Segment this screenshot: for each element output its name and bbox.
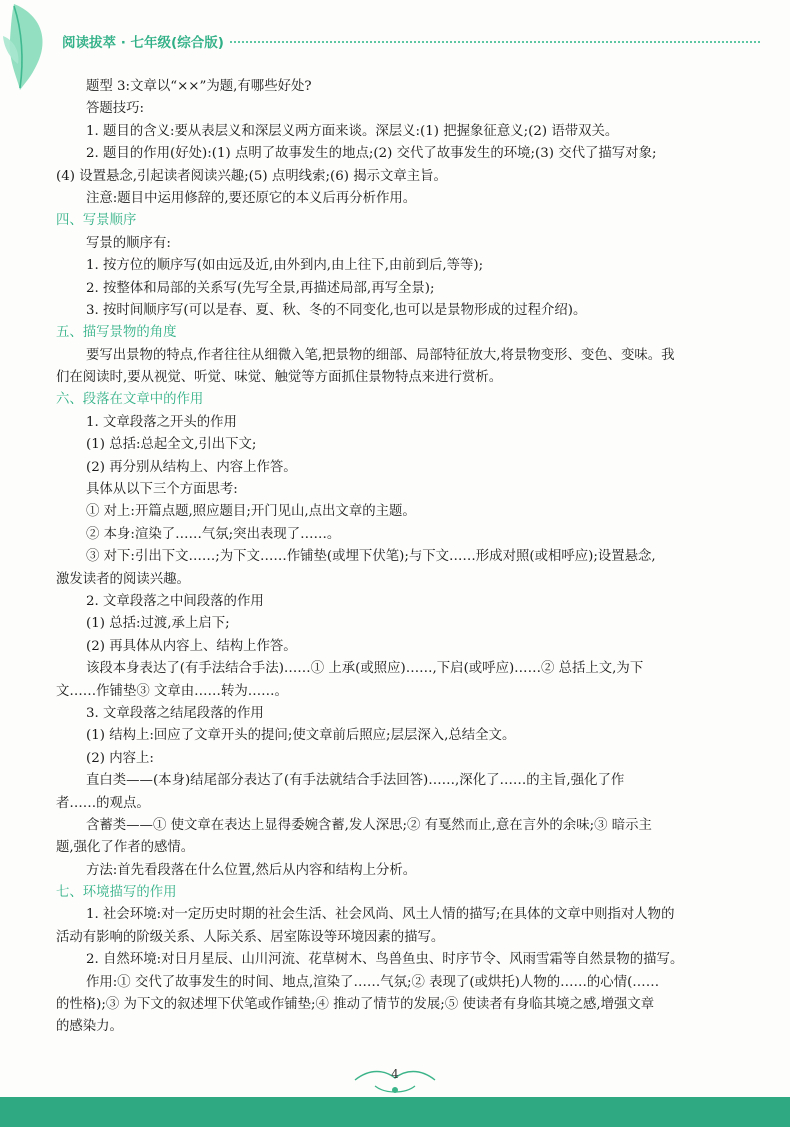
text-line: (2) 再分别从结构上、内容上作答。 (86, 459, 297, 475)
header-dotted-rule (230, 41, 760, 43)
text-line: (4) 设置悬念,引起读者阅读兴趣;(5) 点明线索;(6) 揭示文章主旨。 (56, 168, 447, 184)
text-line: (1) 总括:过渡,承上启下; (86, 616, 230, 632)
text-line: (2) 内容上: (86, 750, 154, 766)
section-heading (56, 210, 762, 232)
text-line: ② 本身:渲染了……气氛;突出表现了……。 (86, 526, 341, 542)
section-heading-text: 六、段落在文章中的作用 (56, 392, 204, 408)
text-line: (2) 再具体从内容上、结构上作答。 (86, 638, 297, 654)
section-heading (56, 882, 762, 904)
leaf-logo-icon (0, 0, 58, 92)
book-title: 阅读拔萃 · 七年级(综合版) (62, 35, 224, 51)
section-heading-text: 四、写景顺序 (56, 213, 137, 229)
text-line: 该段本身表达了(有手法结合手法)……① 上承(或照应)……,下启(或呼应)……② 总括上文,为下 (86, 661, 644, 677)
text-line: 作用:① 交代了故事发生的时间、地点,渲染了……气氛;② 表现了(或烘托)人物的……的心情(…… (86, 974, 660, 990)
section-heading (56, 389, 762, 411)
page-body (56, 76, 762, 1039)
text-line: 2. 题目的作用(好处):(1) 点明了故事发生的地点;(2) 交代了故事发生的环境;(3) 交代了描写对象; (86, 146, 657, 162)
text-line: 3. 文章段落之结尾段落的作用 (86, 705, 264, 721)
text-line: (1) 结构上:回应了文章开头的提问;使文章前后照应;层层深入,总结全文。 (86, 728, 516, 744)
text-line: 1. 按方位的顺序写(如由远及近,由外到内,由上往下,由前到后,等等); (86, 258, 484, 274)
text-line: 要写出景物的特点,作者往往从细微入笔,把景物的细部、局部特征放大,将景物变形、变色、变味。我 (86, 347, 675, 363)
text-line: ③ 对下:引出下文……;为下文……作铺垫(或埋下伏笔);与下文……形成对照(或相呼应);设置悬念, (86, 549, 656, 565)
text-line: 注意:题目中运用修辞的,要还原它的本义后再分析作用。 (86, 190, 417, 206)
text-line: 2. 按整体和局部的关系写(先写全景,再描述局部,再写全景); (86, 280, 435, 296)
text-line: 的性格);③ 为下文的叙述埋下伏笔或作铺垫;④ 推动了情节的发展;⑤ 使读者有身临其境之感,增强文章 (56, 997, 655, 1013)
text-line: 3. 按时间顺序写(可以是春、夏、秋、冬的不同变化,也可以是景物形成的过程介绍)。 (86, 302, 587, 318)
text-line: 激发读者的阅读兴趣。 (56, 571, 190, 587)
text-line: 2. 文章段落之中间段落的作用 (86, 593, 264, 609)
text-line: 者……的观点。 (56, 795, 150, 811)
text-line: 1. 文章段落之开头的作用 (86, 414, 237, 430)
text-line: 直白类——(本身)结尾部分表达了(有手法就结合手法回答)……,深化了……的主旨,强化了作 (86, 773, 625, 789)
text-line: 答题技巧: (86, 101, 145, 117)
text-line: 含蓄类——① 使文章在表达上显得委婉含蓄,发人深思;② 有戛然而止,意在言外的余味;③ 暗示主 (86, 817, 652, 833)
text-line: 1. 题目的含义:要从表层义和深层义两方面来谈。深层义:(1) 把握象征意义;(2) 语带双关。 (86, 123, 619, 139)
section-heading (56, 322, 762, 344)
text-line: (1) 总括:总起全文,引出下文; (86, 437, 257, 453)
section-heading-text: 七、环境描写的作用 (56, 885, 177, 901)
text-line: 写景的顺序有: (86, 235, 171, 251)
page-number: 4 (391, 1067, 399, 1081)
section-heading-text: 五、描写景物的角度 (56, 325, 177, 341)
text-line: ① 对上:开篇点题,照应题目;开门见山,点出文章的主题。 (86, 504, 416, 520)
text-line: 文……作铺垫③ 文章由……转为……。 (56, 683, 288, 699)
text-line: 1. 社会环境:对一定历史时期的社会生活、社会风尚、风土人情的描写;在具体的文章中则指对人物的 (86, 907, 675, 923)
text-line: 2. 自然环境:对日月星辰、山川河流、花草树木、鸟兽鱼虫、时序节令、风雨雪霜等自然景物的描写。 (86, 952, 684, 968)
text-line: 具体从以下三个方面思考: (86, 482, 238, 498)
text-line: 题型 3:文章以“××”为题,有哪些好处? (86, 79, 312, 94)
text-line: 方法:首先看段落在什么位置,然后从内容和结构上分析。 (86, 862, 417, 878)
text-line: 们在阅读时,要从视觉、听觉、味觉、触觉等方面抓住景物特点来进行赏析。 (56, 370, 503, 386)
text-line: 题,强化了作者的感情。 (56, 840, 195, 856)
text-line: 活动有影响的阶级关系、人际关系、居室陈设等环境因素的描写。 (56, 929, 445, 945)
page-header (62, 30, 760, 52)
text-line: 的感染力。 (56, 1019, 123, 1035)
footer-band (0, 1097, 790, 1127)
